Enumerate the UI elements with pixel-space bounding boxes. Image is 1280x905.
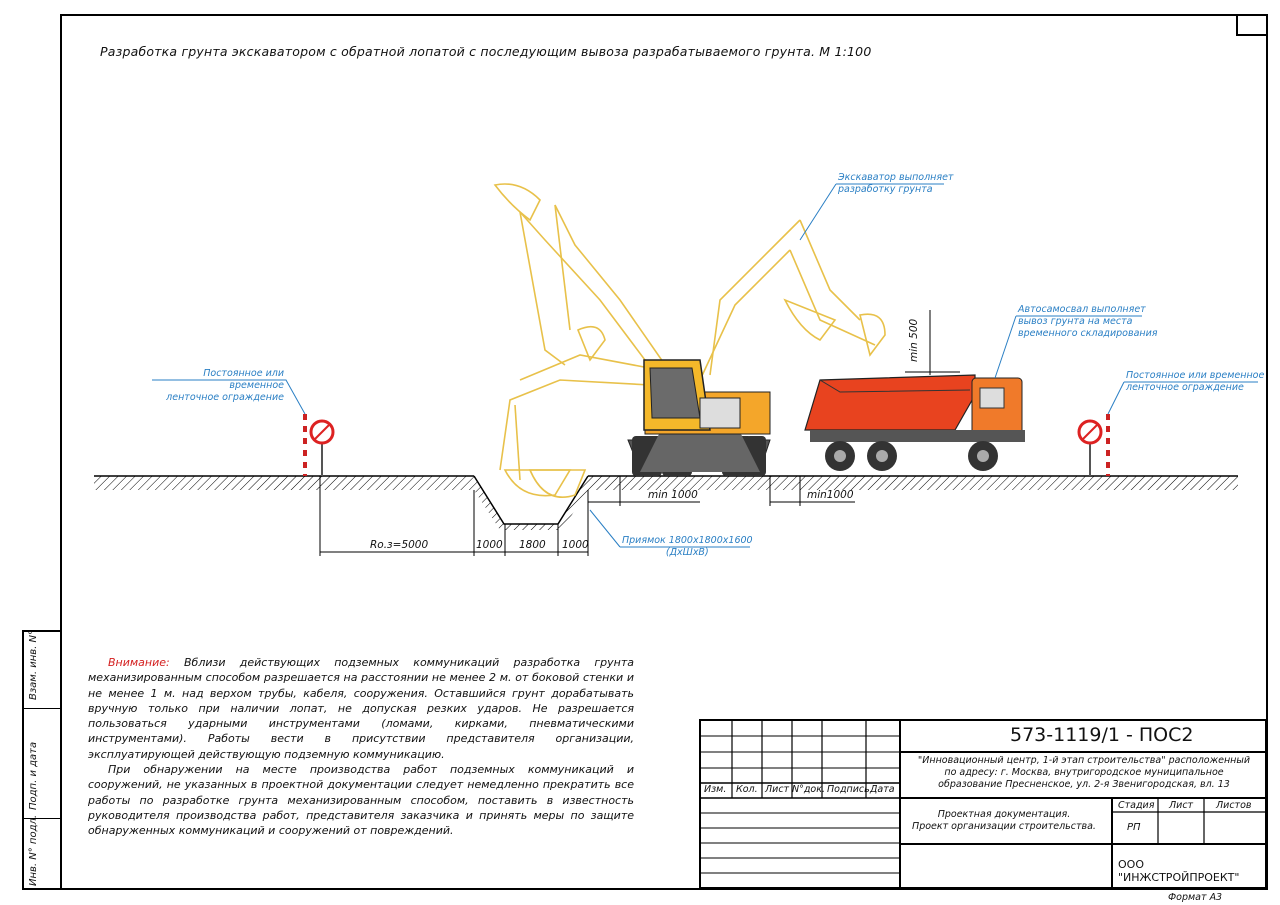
dim-min-1000: min 1000	[648, 489, 698, 501]
callout-line: Постоянное или временное	[1126, 370, 1265, 381]
callout-line: Экскаватор выполняет	[838, 172, 954, 183]
company-name: ООО "ИНЖСТРОЙПРОЕКТ"	[1118, 858, 1240, 884]
callout-line: ленточное ограждение	[1126, 382, 1244, 393]
dim-1800: 1800	[519, 539, 546, 551]
col-ndok: N°док.	[792, 784, 825, 795]
callout-line: Приямок 1800х1800х1600	[622, 535, 753, 546]
callout-line: ленточное ограждение	[166, 392, 284, 403]
object-name	[906, 755, 1262, 791]
title-block	[700, 720, 1266, 888]
callout-line: Автосамосвал выполняет	[1018, 304, 1146, 315]
side-label-replace: Взам. инв. N°	[28, 630, 39, 700]
dim-1000-a: 1000	[476, 539, 503, 551]
object-line: образование Пресненское, ул. 2-я Звенигородская, вл. 13	[938, 779, 1230, 790]
drawing-title: Разработка грунта экскаватором с обратной лопатой с последующим вывоза разрабатываемого грунта. М 1:100	[100, 44, 872, 59]
doc-name	[904, 809, 1104, 833]
col-list: Лист	[765, 784, 790, 795]
dim-1000-b: 1000	[562, 539, 589, 551]
object-line: "Инновационный центр, 1-й этап строительства" расположенный	[917, 755, 1251, 766]
doc-line: Проект организации строительства.	[912, 821, 1096, 832]
col-date: Дата	[870, 784, 895, 795]
dim-ro: Ro.з=5000	[370, 539, 429, 551]
callout-line: временного складирования	[1018, 328, 1158, 339]
callout-line: Постоянное или временное	[203, 368, 284, 391]
dim-min-500: min 500	[908, 318, 920, 362]
warning-text: Вблизи действующих подземных коммуникаций разработка грунта механизированным способом разрешается на расстоянии не менее 2 м. от боковой стенки и не менее 1 м. над верхом трубы, кабеля, сооружения. Оставшийся грунт дорабатывать вручную только при наличии лопат, не допуская резких ударов. Не разрешается пользоваться ударными инструментами (ломами, кирками, пневматическими инструментами). Работы вести в присутствии представителя организации, эксплуатирующей действующую подземную коммуникацию.	[88, 656, 634, 761]
side-label-inv: Инв. N° подл.	[28, 814, 39, 886]
stage-header: Стадия	[1118, 800, 1155, 811]
doc-line: Проектная документация.	[937, 809, 1071, 820]
col-sign: Подпись	[827, 784, 870, 795]
col-izm: Изм.	[704, 784, 727, 795]
stage-value: РП	[1127, 822, 1141, 833]
sheet-header: Лист	[1169, 800, 1194, 811]
discovery-text: При обнаружении на месте производства работ подземных коммуникаций и сооружений, не указанных в проектной документации следует немедленно прекратить все работы по разработке грунта механизированным способом, поставить в известность руководителя производства работ, представителя заказчика и принять меры по защите обнаруженных коммуникаций и сооружений от повреждений.	[88, 763, 634, 838]
format-label: Формат А3	[1168, 892, 1223, 903]
col-kol: Кол.	[736, 784, 758, 795]
dim-min1000: min1000	[807, 489, 854, 501]
callout-line: (ДхШхВ)	[665, 547, 709, 558]
warning-label: Внимание:	[108, 656, 170, 669]
object-line: по адресу: г. Москва, внутригородское муниципальное	[944, 767, 1224, 778]
callout-line: разработку грунта	[838, 184, 933, 195]
callout-line: вывоз грунта на места	[1018, 316, 1133, 327]
side-label-sign: Подп. и дата	[28, 741, 39, 810]
sheets-header: Листов	[1216, 800, 1252, 811]
doc-code: 573-1119/1 - ПОС2	[1010, 724, 1194, 746]
